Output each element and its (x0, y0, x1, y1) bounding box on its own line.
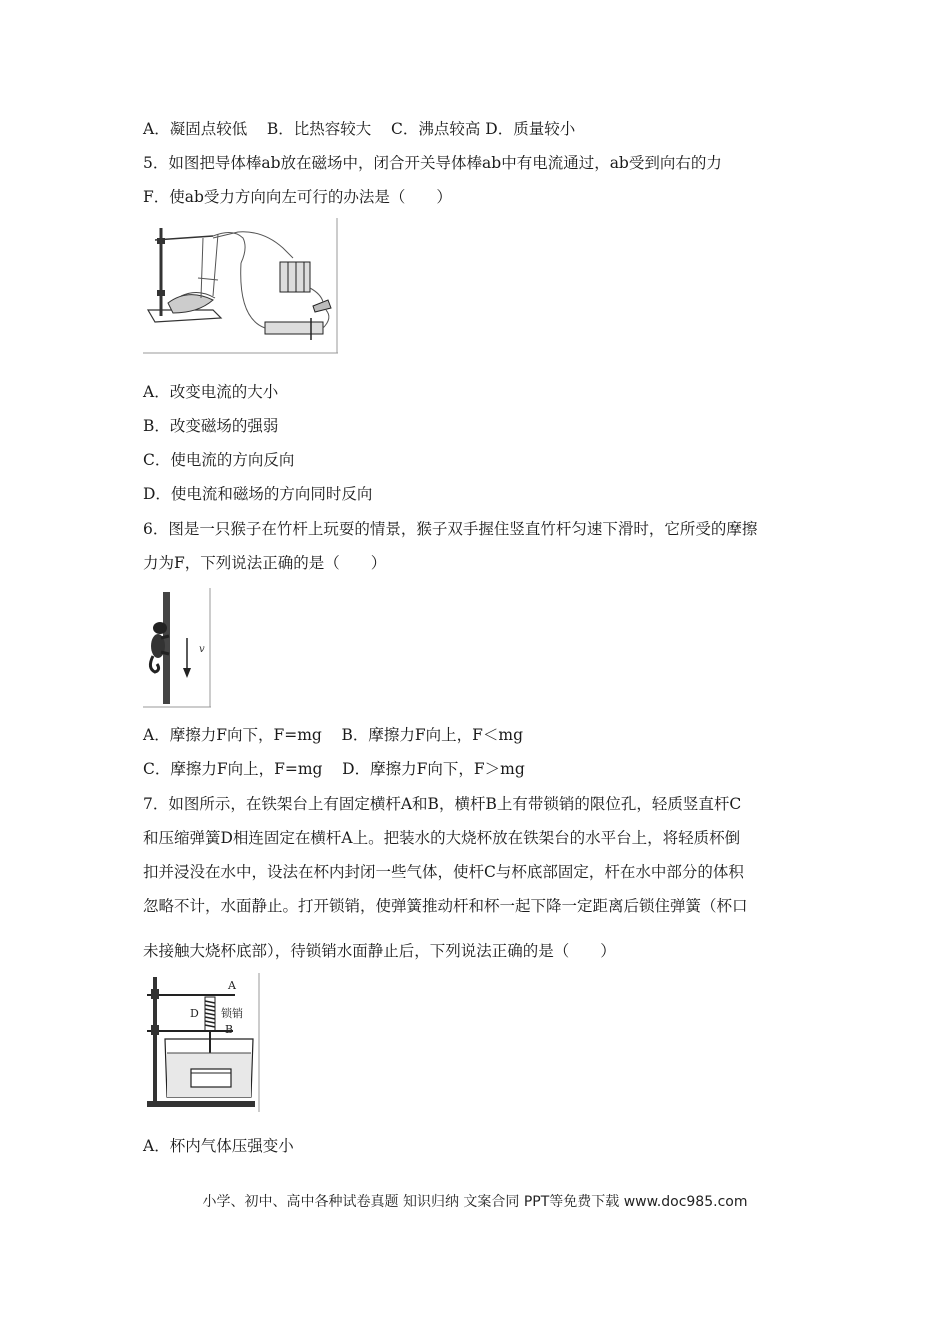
q5-figure-circuit (143, 218, 338, 354)
q7-stem-line1: 7．如图所示，在铁架台上有固定横杆A和B，横杆B上有带锁销的限位孔，轻质竖直杆C (143, 795, 742, 813)
q6-options-line1: A．摩擦力F向下，F=mg B．摩擦力F向上，F＜mg (143, 726, 524, 744)
q7-stem-line2: 和压缩弹簧D相连固定在横杆A上。把装水的大烧杯放在铁架台的水平台上，将轻质杯倒 (143, 829, 741, 847)
q7-stem-line5: 未接触大烧杯底部），待锁销水面静止后，下列说法正确的是（ ） (143, 942, 616, 960)
q6-figure-monkey (143, 588, 211, 708)
q7-figure-apparatus (143, 973, 260, 1113)
q4-options: A．凝固点较低 B．比热容较大 C．沸点较高 D．质量较小 (143, 120, 576, 138)
q7-stem-line3: 扣并浸没在水中，设法在杯内封闭一些气体，使杆C与杯底部固定，杆在水中部分的体积 (143, 863, 744, 881)
q5-option-d: D．使电流和磁场的方向同时反向 (143, 485, 373, 503)
q5-option-a: A．改变电流的大小 (143, 383, 279, 401)
q5-option-b: B．改变磁场的强弱 (143, 417, 279, 435)
q6-stem-line1: 6．图是一只猴子在竹杆上玩耍的情景，猴子双手握住竖直竹杆匀速下滑时，它所受的摩擦 (143, 520, 758, 538)
q6-stem-line2: 力为F，下列说法正确的是（ ） (143, 554, 387, 572)
q7-option-a: A．杯内气体压强变小 (143, 1137, 294, 1155)
label-d: D (190, 1007, 199, 1020)
label-b: B (225, 1023, 234, 1036)
q5-stem-line1: 5．如图把导体棒ab放在磁场中，闭合开关导体棒ab中有电流通过，ab受到向右的力 (143, 154, 722, 172)
page-footer: 小学、初中、高中各种试卷真题 知识归纳 文案合同 PPT等免费下载 www.doc985.com (202, 1194, 748, 1210)
velocity-label: v (199, 644, 205, 655)
q7-stem-line4: 忽略不计，水面静止。打开锁销，使弹簧推动杆和杯一起下降一定距离后锁住弹簧（杯口 (143, 897, 748, 915)
q5-stem-line2: F．使ab受力方向向左可行的办法是（ ） (143, 188, 452, 206)
label-lock: 锁销 (221, 1007, 243, 1020)
q5-option-c: C．使电流的方向反向 (143, 451, 295, 469)
q6-options-line2: C．摩擦力F向上，F=mg D．摩擦力F向下，F＞mg (143, 760, 525, 778)
label-a: A (228, 979, 236, 992)
